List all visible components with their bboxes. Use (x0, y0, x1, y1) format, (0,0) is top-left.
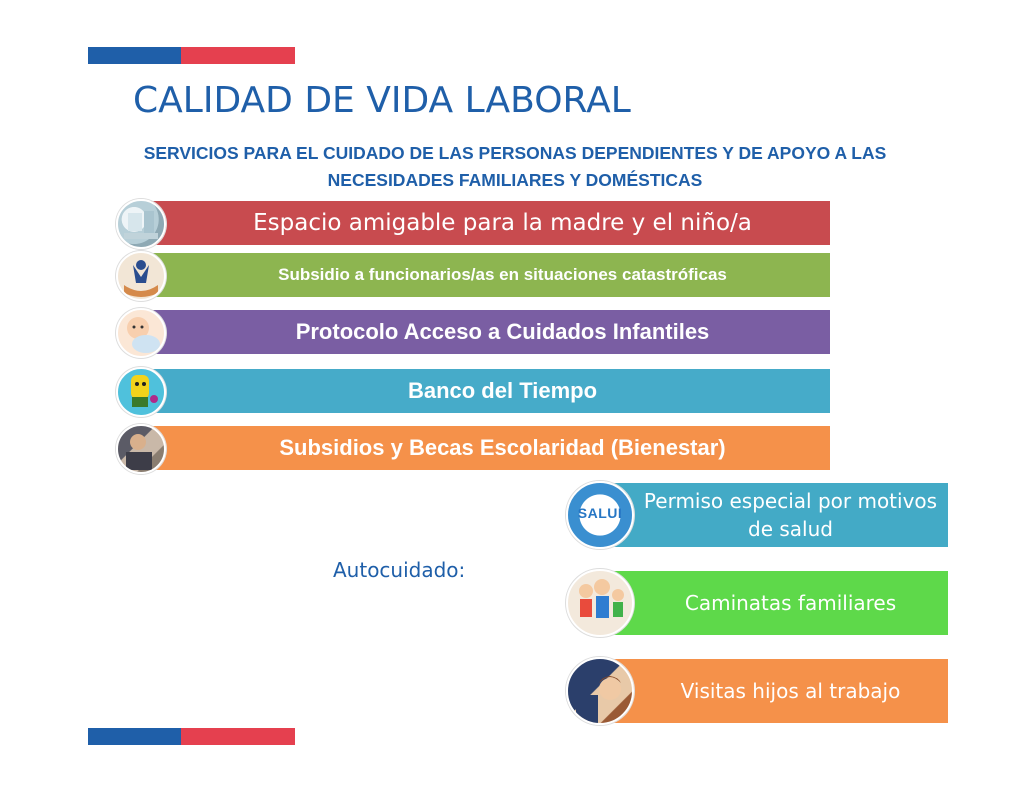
baby-icon (116, 308, 166, 358)
family-walk-icon (566, 569, 634, 637)
autocuidado-bar-permiso-salud (598, 483, 948, 547)
service-label: Subsidios y Becas Escolaridad (Bienestar) (279, 435, 726, 460)
service-bar-protocolo-cuidados (135, 310, 830, 354)
flag-red-segment (181, 728, 295, 745)
service-label: Subsidio a funcionarios/as en situaciones catastróficas (278, 265, 727, 284)
salud-logo-icon (566, 481, 634, 549)
flag-red-segment (181, 47, 295, 64)
service-bar-banco-tiempo (135, 369, 830, 413)
flag-blue-segment (88, 47, 181, 64)
service-label: Espacio amigable para la madre y el niño/a (253, 210, 752, 236)
service-label: Protocolo Acceso a Cuidados Infantiles (295, 319, 710, 344)
nursery-room-photo-icon (116, 199, 166, 249)
father-child-photo-icon (566, 657, 634, 725)
autocuidado-bar-caminatas (598, 571, 948, 635)
autocuidado-label: Autocuidado: (333, 558, 466, 582)
autocuidado-item-label: Caminatas familiares (684, 591, 897, 615)
autocuidado-bar-visitas-hijos (598, 659, 948, 723)
autocuidado-item-label: Visitas hijos al trabajo (680, 679, 901, 703)
flag-stripe-bottom (88, 728, 295, 745)
service-bar-becas-escolaridad (135, 426, 830, 470)
service-bar-subsidio-catastrofico (135, 253, 830, 297)
student-photo-icon (116, 424, 166, 474)
cartoon-character-icon (116, 367, 166, 417)
flag-stripe-top (88, 47, 295, 64)
flag-blue-segment (88, 728, 181, 745)
autocuidado-item-label: Permiso especial por motivos de salud (643, 489, 938, 541)
supporting-hands-icon (116, 251, 166, 301)
service-label: Banco del Tiempo (407, 378, 598, 403)
service-bar-espacio-amigable (135, 201, 830, 245)
page-subtitle: SERVICIOS PARA EL CUIDADO DE LAS PERSONAS DEPENDIENTES Y DE APOYO A LAS NECESIDADES FAMILIARES Y DOMÉSTICAS (143, 143, 887, 190)
page-title: CALIDAD DE VIDA LABORAL (133, 80, 631, 121)
salud-logo-text: SALUI (577, 505, 623, 521)
